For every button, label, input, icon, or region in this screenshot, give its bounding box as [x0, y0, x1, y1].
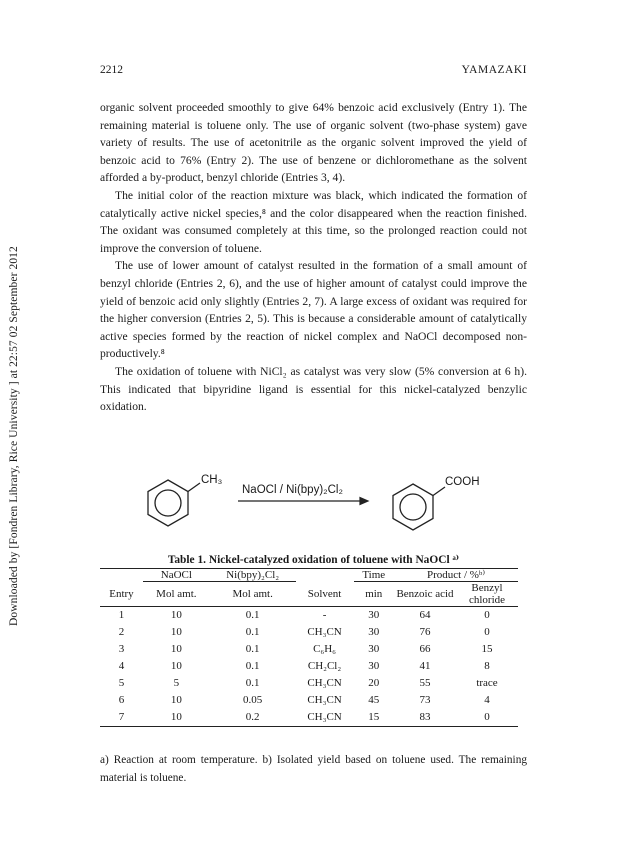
- column-header: Mol amt.: [143, 582, 210, 607]
- cell-benzoic-acid: 66: [419, 643, 431, 655]
- table-row: [100, 692, 518, 709]
- cell-time: 45: [368, 694, 380, 706]
- cell-time: 15: [368, 711, 380, 723]
- results-table: [100, 568, 518, 727]
- table-title: Table 1. Nickel-catalyzed oxidation of toluene with NaOCl ᵃ⁾: [167, 554, 460, 566]
- cell-catalyst: 0.1: [245, 626, 260, 638]
- column-header: Benzyl chloride: [456, 582, 518, 607]
- product-group-header: Product / %ᵇ⁾: [394, 569, 518, 582]
- cell-time: 20: [368, 677, 380, 689]
- naocl-group-header: NaOCl: [143, 569, 210, 582]
- cell-naocl: 5: [173, 677, 180, 689]
- cell-catalyst: 0.05: [243, 694, 263, 706]
- cell-benzoic-acid: 73: [419, 694, 431, 706]
- cell-solvent: CH₂Cl₂: [307, 660, 342, 672]
- column-header: Entry: [100, 582, 143, 607]
- reaction-scheme: [138, 470, 498, 550]
- carboxyl-group-label: COOH: [445, 476, 480, 488]
- cell-naocl: 10: [170, 694, 182, 706]
- cell-solvent: C₆H₆: [313, 643, 337, 655]
- cell-entry: 3: [118, 643, 125, 655]
- catalyst-group-header: Ni(bpy)₂Cl₂: [210, 569, 296, 582]
- cell-naocl: 10: [170, 626, 182, 638]
- table-row: [100, 641, 518, 658]
- cell-time: 30: [368, 660, 380, 672]
- benzoic-acid-structure: [393, 484, 445, 530]
- cell-solvent: CH₃CN: [307, 626, 342, 638]
- cell-solvent: CH₃CN: [307, 694, 342, 706]
- cell-entry: 7: [118, 711, 125, 723]
- table-row: [100, 658, 518, 675]
- page-number: 2212: [100, 64, 123, 76]
- cell-catalyst: 0.1: [245, 660, 260, 672]
- cell-entry: 6: [118, 694, 125, 706]
- cell-benzoic-acid: 41: [419, 660, 431, 672]
- cell-solvent: CH₃CN: [307, 677, 342, 689]
- methyl-group-label: CH₃: [201, 474, 223, 486]
- column-header: Benzoic acid: [394, 582, 456, 607]
- cell-benzyl-chloride: 15: [481, 643, 493, 655]
- cell-naocl: 10: [170, 660, 182, 672]
- cell-benzyl-chloride: 8: [484, 660, 490, 672]
- running-head: YAMAZAKI: [461, 64, 527, 76]
- cell-entry: 1: [118, 609, 125, 621]
- cell-entry: 4: [118, 660, 125, 672]
- table-row: [100, 675, 518, 692]
- cell-naocl: 10: [170, 711, 182, 723]
- cell-benzoic-acid: 64: [419, 609, 431, 621]
- paragraph: organic solvent proceeded smoothly to give 64% benzoic acid exclusively (Entry 1). The remaining material is toluene only. The use of organic solvent (two-phase system) gave variety of results. The use of acetonitrile as the organic solvent improved the yield of benzoic acid to 76% (Entry 2). The use of benzene or dichloromethane as the solvent afforded a by-product, benzyl chloride (Entries 3, 4).: [100, 101, 527, 185]
- cell-entry: 2: [118, 626, 125, 638]
- reaction-arrow: [238, 498, 368, 505]
- paragraph: The oxidation of toluene with NiCl₂ as catalyst was very slow (5% conversion at 6 h). This indicated that bipyridine ligand is essential for this nickel-catalyzed benzylic oxidation.: [100, 364, 527, 414]
- reagent-label: NaOCl / Ni(bpy)₂Cl₂: [242, 484, 343, 496]
- table-footnote: a) Reaction at room temperature. b) Isolated yield based on toluene used. The remaining material is toluene.: [100, 754, 527, 784]
- cell-naocl: 10: [170, 609, 182, 621]
- column-header: min: [354, 582, 395, 607]
- cell-benzyl-chloride: 0: [484, 609, 490, 621]
- cell-solvent: -: [322, 609, 327, 621]
- paragraph: The use of lower amount of catalyst resulted in the formation of a small amount of benzyl chloride (Entries 2, 6), and the use of higher amount of catalyst could improve the yield of benzoic acid only slightly (Entries 2, 7). A large excess of oxidant was required for the higher conversion (Entries 2, 5). This is because a considerable amount of catalytically active species formed by the reaction of nickel complex and NaOCl decomposed non-productively.⁸: [100, 259, 527, 361]
- cell-catalyst: 0.1: [245, 677, 260, 689]
- cell-benzyl-chloride: 4: [484, 694, 490, 706]
- column-header: Mol amt.: [210, 582, 296, 607]
- column-header: Solvent: [296, 582, 354, 607]
- table-row: [100, 709, 518, 727]
- results-table-block: [100, 552, 527, 727]
- paragraph: The initial color of the reaction mixture was black, which indicated the formation of catalytically active nickel species,⁸ and the color disappeared when the reaction finished. The oxidant was consumed completely at this time, so the prolonged reaction could not improve the conversion of toluene.: [100, 188, 527, 255]
- cell-catalyst: 0.1: [245, 609, 260, 621]
- cell-benzoic-acid: 76: [419, 626, 431, 638]
- cell-benzyl-chloride: 0: [484, 711, 490, 723]
- cell-benzyl-chloride: trace: [476, 677, 498, 689]
- time-group-header: Time: [354, 569, 395, 582]
- cell-time: 30: [368, 626, 380, 638]
- body-text: [100, 99, 527, 416]
- table-row: [100, 607, 518, 625]
- download-watermark: Downloaded by [Fondren Library, Rice University ] at 22:57 02 September 2012: [8, 246, 20, 626]
- cell-entry: 5: [118, 677, 125, 689]
- cell-benzyl-chloride: 0: [484, 626, 490, 638]
- cell-solvent: CH₃CN: [307, 711, 342, 723]
- cell-time: 30: [368, 643, 380, 655]
- cell-time: 30: [368, 609, 380, 621]
- cell-benzoic-acid: 83: [419, 711, 431, 723]
- cell-catalyst: 0.1: [245, 643, 260, 655]
- cell-naocl: 10: [170, 643, 182, 655]
- cell-catalyst: 0.2: [245, 711, 260, 723]
- table-row: [100, 624, 518, 641]
- cell-benzoic-acid: 55: [419, 677, 431, 689]
- toluene-structure: [148, 480, 200, 526]
- reaction-scheme-drawing: [138, 470, 498, 550]
